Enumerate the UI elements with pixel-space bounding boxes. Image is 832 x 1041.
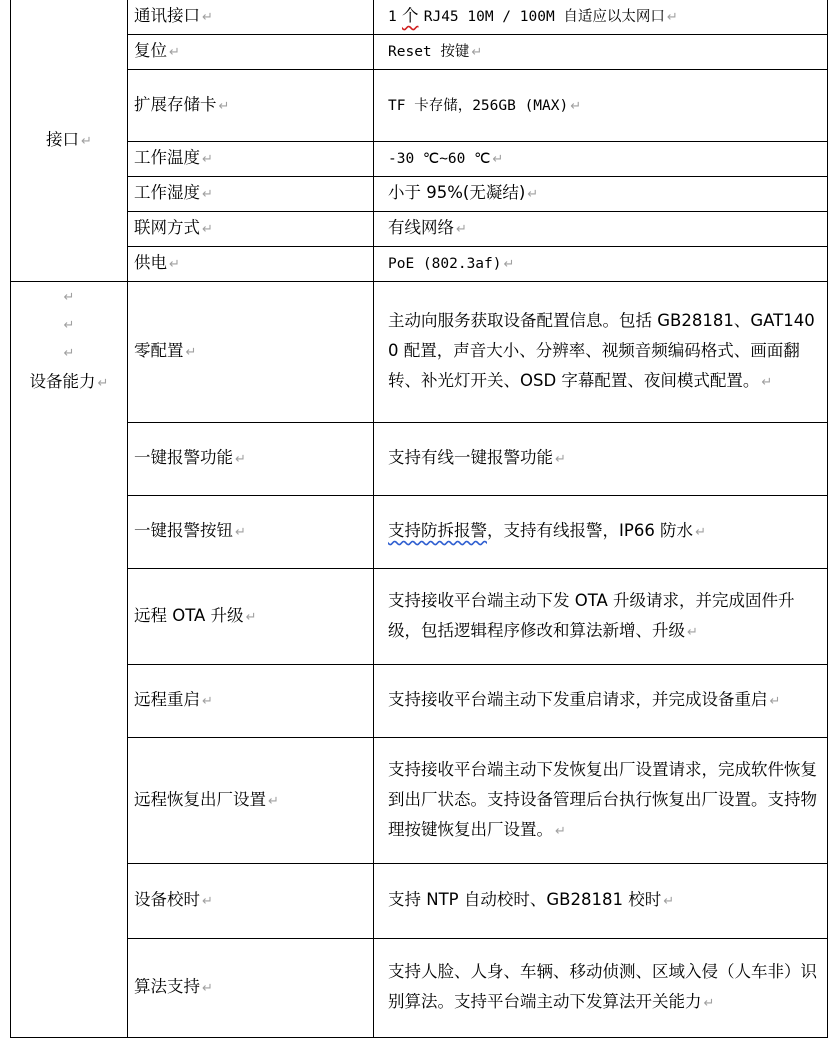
value-cell: 1 个 RJ45 10M / 100M 自适应以太网口 ↵ [374,0,828,35]
param-cell: 零配置 ↵ [128,282,374,423]
table-row [11,212,828,247]
category-label: 设备能力 [29,372,96,391]
table-row [11,738,828,864]
value-cell: TF 卡存储，256GB (MAX) ↵ [374,70,828,142]
paragraph-mark-icon: ↵ [202,10,213,25]
paragraph-mark-icon: ↵ [503,257,515,272]
table-row [11,423,828,496]
value-cell: 有线网络 ↵ [374,212,828,247]
table-row [11,70,828,142]
table-row [11,142,828,177]
param-cell: 一键报警按钮 ↵ [128,496,374,569]
paragraph-mark-icon: ↵ [555,452,566,467]
paragraph-mark-icon: ↵ [695,525,706,540]
paragraph-mark-icon: ↵ [202,981,213,996]
param-cell: 远程重启 ↵ [128,665,374,738]
paragraph-mark-icon: ↵ [555,823,566,839]
paragraph-mark-icon: ↵ [63,290,75,305]
paragraph-mark-icon: ↵ [169,257,180,272]
param-cell: 一键报警功能 ↵ [128,423,374,496]
value-cell: Reset 按键 ↵ [374,35,828,70]
paragraph-mark-icon: ↵ [666,10,678,25]
value-cell: 支持接收平台端主动下发恢复出厂设置请求，完成软件恢复到出厂状态。支持设备管理后台执行恢复出厂设置。支持物理按键恢复出厂设置。 ↵ [374,738,828,864]
value-cell: -30 ℃~60 ℃ ↵ [374,142,828,177]
paragraph-mark-icon: ↵ [97,376,109,391]
param-cell: 供电 ↵ [128,247,374,282]
paragraph-mark-icon: ↵ [235,525,246,540]
category-cell-interface [11,0,128,282]
table-row [11,0,828,35]
grammar-underline: 支持防拆报警 [388,521,487,540]
paragraph-mark-icon: ↵ [245,609,257,625]
value-cell: 小于 95%(无凝结) ↵ [374,177,828,212]
paragraph-mark-icon: ↵ [81,133,92,149]
table-row [11,35,828,70]
paragraph-mark-icon: ↵ [268,793,279,809]
paragraph-mark-icon: ↵ [202,152,213,167]
table-row [11,939,828,1038]
table-row [11,569,828,665]
paragraph-mark-icon: ↵ [769,694,781,709]
table-row [11,247,828,282]
paragraph-mark-icon: ↵ [202,187,213,202]
paragraph-mark-icon: ↵ [185,345,197,360]
param-cell: 工作温度 ↵ [128,142,374,177]
paragraph-mark-icon: ↵ [570,98,582,114]
table-row [11,864,828,939]
param-cell: 远程 OTA 升级 ↵ [128,569,374,665]
param-cell: 远程恢复出厂设置 ↵ [128,738,374,864]
param-cell: 联网方式 ↵ [128,212,374,247]
param-cell: 复位 ↵ [128,35,374,70]
paragraph-mark-icon: ↵ [663,894,675,909]
spec-table [10,0,828,1038]
value-cell: 支持 NTP 自动校时、GB28181 校时 ↵ [374,864,828,939]
param-cell: 通讯接口 ↵ [128,0,374,35]
paragraph-mark-icon: ↵ [761,375,773,390]
value-cell: 主动向服务获取设备配置信息。包括 GB28181、GAT1400 配置，声音大小、分辨率、视频音频编码格式、画面翻转、补光灯开关、OSD 字幕配置、夜间模式配置。 ↵ [374,282,828,423]
paragraph-mark-icon: ↵ [202,694,213,709]
paragraph-mark-icon: ↵ [456,222,467,237]
value-cell: PoE (802.3af) ↵ [374,247,828,282]
paragraph-mark-icon: ↵ [703,996,715,1011]
table-row [11,177,828,212]
value-cell: 支持有线一键报警功能 ↵ [374,423,828,496]
paragraph-mark-icon: ↵ [471,45,483,60]
spellcheck-underline: 个 [401,6,419,25]
paragraph-mark-icon: ↵ [235,452,246,467]
table-row [11,282,828,423]
paragraph-mark-icon: ↵ [169,45,180,60]
paragraph-mark-icon: ↵ [492,152,504,167]
value-cell: 支持接收平台端主动下发 OTA 升级请求，并完成固件升级，包括逻辑程序修改和算法新增、升级 ↵ [374,569,828,665]
paragraph-mark-icon: ↵ [63,318,75,333]
category-label: 接口 [46,129,80,149]
paragraph-mark-icon: ↵ [202,894,213,909]
param-cell: 算法支持 ↵ [128,939,374,1038]
category-cell-capability [11,282,128,1038]
paragraph-mark-icon: ↵ [202,222,213,237]
param-cell: 设备校时 ↵ [128,864,374,939]
table-row [11,496,828,569]
paragraph-mark-icon: ↵ [63,346,75,361]
value-cell: 支持防拆报警，支持有线报警，IP66 防水 ↵ [374,496,828,569]
table-row [11,665,828,738]
value-cell: 支持接收平台端主动下发重启请求，并完成设备重启 ↵ [374,665,828,738]
paragraph-mark-icon: ↵ [687,624,698,640]
paragraph-mark-icon: ↵ [527,187,539,202]
paragraph-mark-icon: ↵ [218,98,230,114]
param-cell: 工作湿度 ↵ [128,177,374,212]
value-cell: 支持人脸、人身、车辆、移动侦测、区域入侵（人车非）识别算法。支持平台端主动下发算法开关能力 ↵ [374,939,828,1038]
param-cell: 扩展存储卡 ↵ [128,70,374,142]
